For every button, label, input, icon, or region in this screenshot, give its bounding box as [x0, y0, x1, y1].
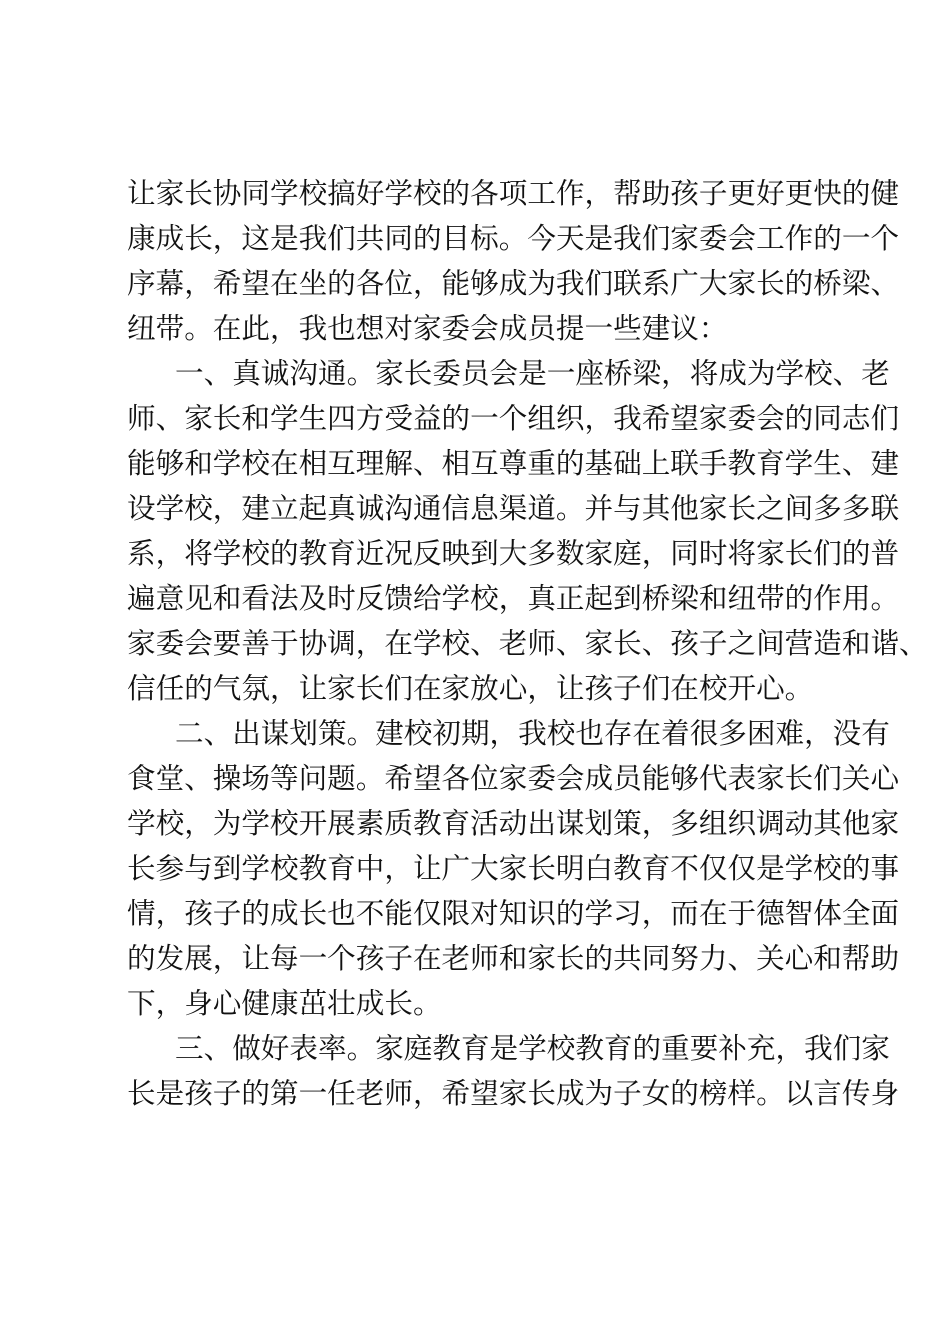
- paragraph-3-heading-line: 三、做好表率。家庭教育是学校教育的重要补充，我们家: [175, 1031, 890, 1065]
- text-line: 家委会要善于协调，在学校、老师、家长、孩子之间营造和谐、: [127, 626, 928, 660]
- text-line: 食堂、操场等问题。希望各位家委会成员能够代表家长们关心: [127, 761, 900, 795]
- text-line: 长参与到学校教育中，让广大家长明白教育不仅仅是学校的事: [127, 851, 900, 885]
- text-line: 学校，为学校开展素质教育活动出谋划策，多组织调动其他家: [127, 806, 900, 840]
- text-line: 让家长协同学校搞好学校的各项工作，帮助孩子更好更快的健: [127, 176, 900, 210]
- paragraph-2-heading-line: 二、出谋划策。建校初期，我校也存在着很多困难，没有: [175, 716, 890, 750]
- text-line: 的发展，让每一个孩子在老师和家长的共同努力、关心和帮助: [127, 941, 900, 975]
- text-line: 下，身心健康茁壮成长。: [127, 986, 442, 1020]
- text-line: 序幕，希望在坐的各位，能够成为我们联系广大家长的桥梁、: [127, 266, 900, 300]
- text-line: 信任的气氛，让家长们在家放心，让孩子们在校开心。: [127, 671, 814, 705]
- text-line: 能够和学校在相互理解、相互尊重的基础上联手教育学生、建: [127, 446, 900, 480]
- text-line: 康成长，这是我们共同的目标。今天是我们家委会工作的一个: [127, 221, 900, 255]
- text-line: 设学校，建立起真诚沟通信息渠道。并与其他家长之间多多联: [127, 491, 900, 525]
- text-line: 遍意见和看法及时反馈给学校，真正起到桥梁和纽带的作用。: [127, 581, 900, 615]
- paragraph-1-heading-line: 一、真诚沟通。家长委员会是一座桥梁，将成为学校、老: [175, 356, 890, 390]
- text-line: 纽带。在此，我也想对家委会成员提一些建议：: [127, 311, 728, 345]
- text-line: 长是孩子的第一任老师，希望家长成为子女的榜样。以言传身: [127, 1076, 900, 1110]
- text-line: 情，孩子的成长也不能仅限对知识的学习，而在于德智体全面: [127, 896, 900, 930]
- text-line: 系，将学校的教育近况反映到大多数家庭，同时将家长们的普: [127, 536, 900, 570]
- text-line: 师、家长和学生四方受益的一个组织，我希望家委会的同志们: [127, 401, 900, 435]
